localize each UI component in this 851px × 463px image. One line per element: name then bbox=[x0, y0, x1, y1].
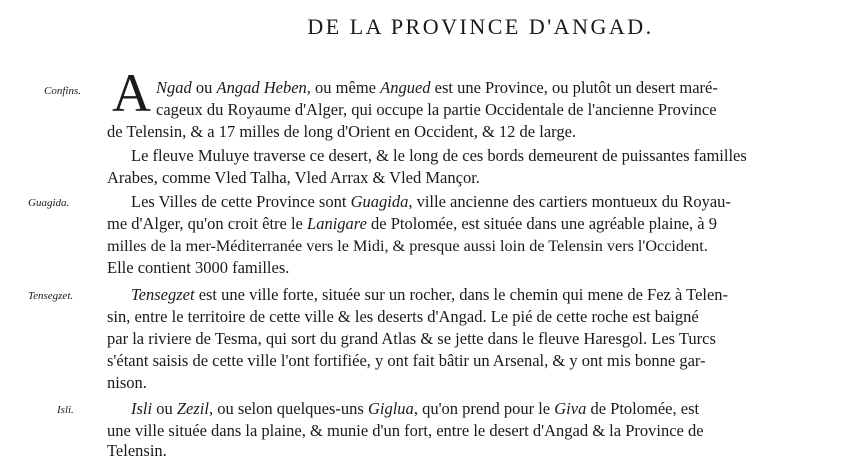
text-fragment: Zezil bbox=[176, 399, 209, 418]
text-fragment: me d'Alger, qu'on croit être le bbox=[107, 214, 308, 233]
margin-note-isli: Isli. bbox=[57, 404, 74, 416]
text-fragment: de Ptolomée, est bbox=[586, 399, 700, 418]
paragraph-3-line-2 bbox=[107, 214, 717, 234]
drop-cap: A bbox=[112, 63, 151, 123]
paragraph-4-line-3: par la riviere de Tesma, qui sort du grand Atlas & se jette dans le fleuve Haresgol. Les Turcs bbox=[107, 329, 716, 348]
text-fragment: Lanigare bbox=[307, 214, 367, 233]
text-fragment: est une Province, ou plutôt un desert maré- bbox=[430, 78, 718, 97]
text-fragment: est une ville forte, située sur un rocher, dans le chemin qui mene de Fez à Telen- bbox=[194, 285, 729, 304]
text-fragment: ou bbox=[152, 399, 177, 418]
text-fragment: Angued bbox=[380, 78, 431, 97]
text-fragment: Giglua bbox=[367, 399, 414, 418]
text-fragment: Angad Heben bbox=[216, 78, 307, 97]
paragraph-5-line-1 bbox=[131, 399, 699, 419]
paragraph-1-line-2: cageux du Royaume d'Alger, qui occupe la partie Occidentale de l'ancienne Province bbox=[156, 100, 717, 119]
text-fragment: Tensegzet bbox=[131, 285, 195, 304]
paragraph-3-line-1 bbox=[131, 192, 731, 212]
page-title: DE LA PROVINCE D'ANGAD. bbox=[307, 14, 654, 39]
paragraph-4-line-1 bbox=[131, 285, 728, 305]
text-fragment: de Ptolomée, est située dans une agréable plaine, à 9 bbox=[366, 214, 717, 233]
text-fragment: Isli bbox=[131, 399, 153, 418]
text-fragment: Les Villes de cette Province sont bbox=[131, 192, 351, 211]
margin-note-tensegzet: Tensegzet. bbox=[28, 290, 74, 302]
text-fragment: Ngad bbox=[156, 78, 192, 97]
paragraph-4-line-4: s'étant saisis de cette ville l'ont fortifiée, y ont fait bâtir un Arsenal, & y ont mis bonne gar- bbox=[107, 351, 706, 370]
text-fragment: , qu'on prend pour le bbox=[413, 399, 555, 418]
text-fragment: , ou même bbox=[306, 78, 381, 97]
paragraph-1-line-1 bbox=[156, 78, 718, 98]
text-fragment: Giva bbox=[554, 399, 587, 418]
paragraph-4-line-5: nison. bbox=[107, 373, 147, 392]
text-fragment: , ou selon quelques-uns bbox=[208, 399, 368, 418]
margin-note-confins: Confins. bbox=[44, 85, 81, 97]
paragraph-3-line-4: Elle contient 3000 familles. bbox=[107, 258, 290, 277]
paragraph-2-line-1: Le fleuve Muluye traverse ce desert, & le long de ces bords demeurent de puissantes familles bbox=[131, 146, 747, 165]
paragraph-4-line-2: sin, entre le territoire de cette ville & les deserts d'Angad. Le pié de cette roche est baigné bbox=[107, 307, 699, 326]
paragraph-5-line-2: une ville située dans la plaine, & munie d'un fort, entre le desert d'Angad & la Province de bbox=[107, 421, 704, 440]
paragraph-1-line-3: de Telensin, & a 17 milles de long d'Orient en Occident, & 12 de large. bbox=[107, 122, 577, 141]
paragraph-3-line-3: milles de la mer-Méditerranée vers le Midi, & presque aussi loin de Telensin vers l'Occident. bbox=[107, 237, 708, 255]
text-fragment: Guagida bbox=[350, 192, 409, 211]
margin-note-guagida: Guagida. bbox=[28, 197, 70, 209]
text-fragment: ou bbox=[191, 78, 217, 97]
paragraph-2-line-2: Arabes, comme Vled Talha, Vled Arrax & Vled Mançor. bbox=[107, 168, 480, 187]
paragraph-5-line-3: Telensin. bbox=[107, 441, 167, 460]
text-fragment: , ville ancienne des cartiers montueux du Royau- bbox=[408, 192, 731, 211]
